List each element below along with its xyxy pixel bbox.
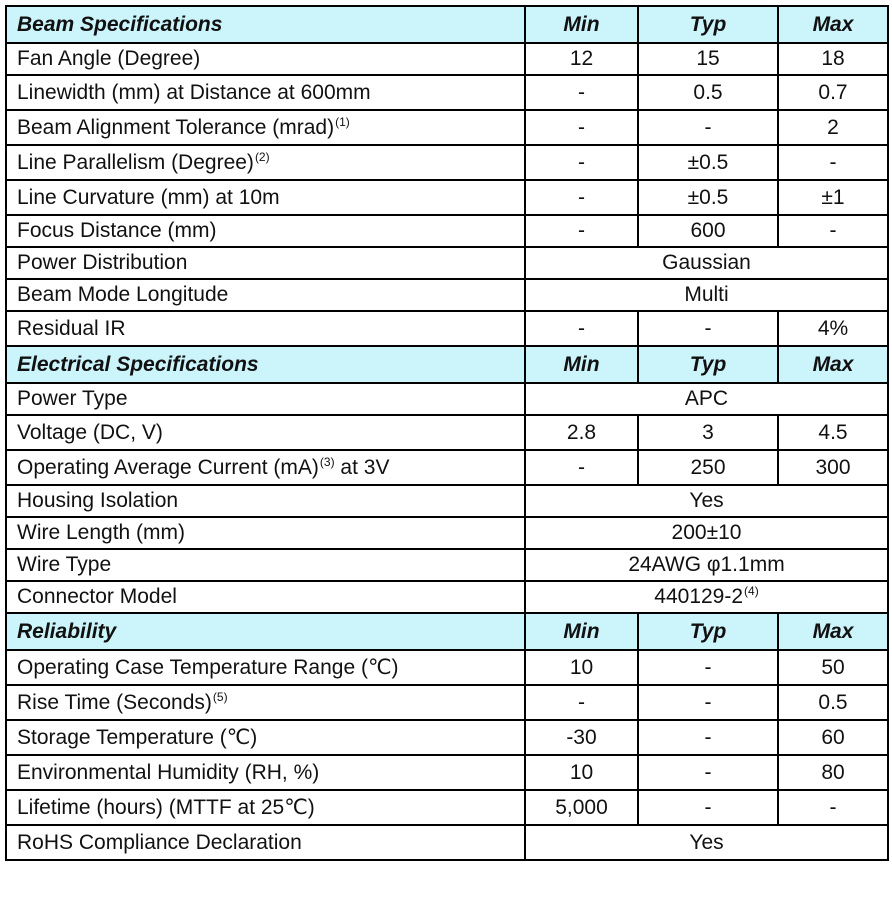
row-max (778, 790, 888, 825)
row-label-text: Linewidth (mm) at Distance at 600mm (17, 81, 371, 104)
row-label (6, 110, 525, 145)
row-typ-text: ±0.5 (687, 186, 729, 209)
row-value (525, 549, 888, 581)
row-label (6, 180, 525, 215)
column-header-typ (638, 346, 778, 383)
column-header-max-text: Max (812, 353, 854, 376)
row-label (6, 43, 525, 75)
row-typ-text: - (704, 656, 712, 679)
row-min-text: - (578, 691, 585, 714)
row-max-text: - (829, 151, 837, 174)
row-min (525, 180, 638, 215)
table-row (6, 581, 888, 613)
beam-section-header (6, 6, 888, 43)
row-min-text: - (578, 116, 585, 139)
column-header-typ-text: Typ (689, 13, 727, 36)
table-row (6, 517, 888, 549)
row-label-suffix: at 3V (334, 456, 390, 479)
row-max-text: 4.5 (818, 421, 848, 444)
row-max-text: 4% (817, 317, 849, 340)
row-min (525, 415, 638, 450)
column-header-max-text: Max (812, 13, 854, 36)
row-value (525, 517, 888, 549)
row-value-text: Multi (684, 283, 729, 306)
row-label (6, 279, 525, 311)
row-label-text: Voltage (DC, V) (17, 421, 163, 444)
row-label-text: Residual IR (17, 317, 126, 340)
table-row (6, 790, 888, 825)
table-row (6, 247, 888, 279)
table-row (6, 311, 888, 346)
row-max-text: 60 (821, 726, 845, 749)
row-value (525, 485, 888, 517)
row-min-text: - (578, 219, 585, 242)
row-label-text: Operating Case Temperature Range (℃) (17, 656, 399, 679)
table-row (6, 755, 888, 790)
row-label (6, 415, 525, 450)
footnote-marker: (1) (335, 115, 350, 129)
row-max (778, 110, 888, 145)
row-typ-text: - (704, 116, 712, 139)
column-header-min-text: Min (563, 13, 600, 36)
footnote-marker: (4) (744, 584, 759, 598)
row-typ-text: - (704, 761, 712, 784)
row-max-text: 18 (821, 47, 845, 70)
row-label-text: Focus Distance (mm) (17, 219, 217, 242)
row-label-text: Connector Model (17, 585, 177, 608)
row-max (778, 450, 888, 485)
table-row (6, 145, 888, 180)
row-value-text: 200±10 (671, 521, 742, 544)
row-max (778, 75, 888, 110)
row-typ (638, 790, 778, 825)
row-label-text: Storage Temperature (℃) (17, 726, 258, 749)
row-label-text: Rise Time (Seconds) (17, 691, 212, 714)
row-label (6, 215, 525, 247)
row-typ (638, 755, 778, 790)
row-typ-text: - (704, 726, 712, 749)
row-typ-text: - (704, 796, 712, 819)
table-row (6, 279, 888, 311)
row-min (525, 755, 638, 790)
row-typ (638, 311, 778, 346)
column-header-max (778, 613, 888, 650)
row-label (6, 685, 525, 720)
row-label (6, 549, 525, 581)
row-value (525, 825, 888, 860)
row-value (525, 279, 888, 311)
row-typ-text: ±0.5 (687, 151, 729, 174)
row-min (525, 450, 638, 485)
column-header-min (525, 613, 638, 650)
row-min (525, 311, 638, 346)
row-typ-text: - (704, 317, 712, 340)
table-row (6, 549, 888, 581)
row-min (525, 43, 638, 75)
row-label (6, 650, 525, 685)
row-label (6, 450, 525, 485)
table-row (6, 825, 888, 860)
row-max (778, 720, 888, 755)
row-max (778, 311, 888, 346)
row-typ (638, 75, 778, 110)
row-min (525, 110, 638, 145)
column-header-min-text: Min (563, 353, 600, 376)
table-row (6, 450, 888, 485)
row-label-text: Line Curvature (mm) at 10m (17, 186, 280, 209)
row-max-text: 80 (821, 761, 845, 784)
row-min-text: 2.8 (566, 421, 597, 444)
column-header-min (525, 346, 638, 383)
row-label (6, 247, 525, 279)
table-row (6, 685, 888, 720)
footnote-marker: (5) (212, 690, 228, 704)
row-label-text: Power Type (17, 387, 128, 410)
electrical-section-header (6, 346, 888, 383)
table-row (6, 43, 888, 75)
row-max-text: ±1 (821, 186, 845, 209)
row-value-text: APC (684, 387, 729, 410)
table-row (6, 215, 888, 247)
row-typ-text: 3 (702, 421, 714, 444)
row-label (6, 790, 525, 825)
column-header-min (525, 6, 638, 43)
row-label (6, 720, 525, 755)
row-max (778, 43, 888, 75)
row-label (6, 517, 525, 549)
column-header-max (778, 6, 888, 43)
column-header-typ-text: Typ (689, 620, 727, 643)
row-typ (638, 720, 778, 755)
row-label-text: RoHS Compliance Declaration (17, 831, 302, 854)
row-label (6, 581, 525, 613)
row-min (525, 145, 638, 180)
row-min (525, 790, 638, 825)
row-min (525, 650, 638, 685)
column-header-max-text: Max (812, 620, 854, 643)
column-header-typ-text: Typ (689, 353, 727, 376)
row-max (778, 215, 888, 247)
row-typ-text: 250 (690, 456, 726, 479)
section-title-text: Reliability (17, 620, 117, 643)
row-value (525, 247, 888, 279)
footnote-marker: (2) (254, 150, 270, 164)
row-max (778, 145, 888, 180)
row-max-text: 0.7 (818, 81, 848, 104)
row-max-text: 50 (821, 656, 845, 679)
table-row (6, 383, 888, 415)
row-label (6, 145, 525, 180)
row-max-text: 2 (827, 116, 839, 139)
table-row (6, 650, 888, 685)
row-min-text: 5,000 (555, 796, 608, 819)
section-title (6, 613, 525, 650)
section-title (6, 6, 525, 43)
row-max-text: - (829, 796, 837, 819)
section-title-text: Electrical Specifications (17, 353, 259, 376)
row-label (6, 75, 525, 110)
row-max (778, 415, 888, 450)
row-typ-text: - (704, 691, 712, 714)
table-row (6, 415, 888, 450)
row-max-text: 0.5 (818, 691, 848, 714)
row-label-text: Environmental Humidity (RH, %) (17, 761, 320, 784)
row-min (525, 685, 638, 720)
row-min-text: -30 (566, 726, 597, 749)
row-label (6, 825, 525, 860)
row-value-text: Yes (689, 831, 724, 854)
row-max (778, 650, 888, 685)
row-max (778, 180, 888, 215)
section-title-text: Beam Specifications (17, 13, 223, 36)
row-label-text: Line Parallelism (Degree) (17, 151, 254, 174)
row-min-text: - (578, 186, 585, 209)
row-typ (638, 180, 778, 215)
row-min-text: 12 (569, 47, 594, 70)
row-typ (638, 145, 778, 180)
row-min-text: - (578, 81, 585, 104)
row-label (6, 383, 525, 415)
row-typ (638, 415, 778, 450)
row-min (525, 215, 638, 247)
row-typ (638, 685, 778, 720)
row-value-text: Yes (689, 489, 724, 512)
row-min-text: - (578, 317, 585, 340)
reliability-section-header (6, 613, 888, 650)
table-row (6, 485, 888, 517)
row-typ (638, 215, 778, 247)
row-min-text: - (578, 456, 585, 479)
row-typ (638, 43, 778, 75)
row-label-text: Beam Mode Longitude (17, 283, 229, 306)
row-typ (638, 650, 778, 685)
row-max (778, 755, 888, 790)
row-value-text: 440129-2 (654, 585, 744, 608)
row-label-text: Wire Length (mm) (17, 521, 186, 544)
section-title (6, 346, 525, 383)
row-typ-text: 15 (696, 47, 720, 70)
row-label-text: Beam Alignment Tolerance (mrad) (17, 116, 335, 139)
row-label (6, 755, 525, 790)
column-header-typ (638, 613, 778, 650)
row-value (525, 581, 888, 613)
spec-table (5, 5, 889, 861)
row-label-text: Lifetime (hours) (MTTF at 25℃) (17, 796, 315, 819)
row-label-text: Operating Average Current (mA) (17, 456, 319, 479)
row-typ-text: 600 (690, 219, 726, 242)
row-label-text: Fan Angle (Degree) (17, 47, 201, 70)
column-header-max (778, 346, 888, 383)
row-label-text: Housing Isolation (17, 489, 179, 512)
table-row (6, 720, 888, 755)
row-value-text: Gaussian (662, 251, 751, 274)
row-label (6, 485, 525, 517)
row-max (778, 685, 888, 720)
row-typ (638, 450, 778, 485)
row-min (525, 720, 638, 755)
footnote-marker: (3) (319, 455, 335, 469)
row-label-text: Power Distribution (17, 251, 188, 274)
row-max-text: 300 (815, 456, 851, 479)
row-max-text: - (829, 219, 837, 242)
row-min-text: 10 (569, 761, 594, 784)
table-row (6, 75, 888, 110)
table-row (6, 180, 888, 215)
row-typ-text: 0.5 (693, 81, 723, 104)
row-min (525, 75, 638, 110)
row-value (525, 383, 888, 415)
row-typ (638, 110, 778, 145)
row-min-text: 10 (569, 656, 594, 679)
row-label (6, 311, 525, 346)
row-label-text: Wire Type (17, 553, 112, 576)
row-value-text: 24AWG φ1.1mm (628, 553, 785, 576)
column-header-min-text: Min (563, 620, 600, 643)
table-row (6, 110, 888, 145)
column-header-typ (638, 6, 778, 43)
row-min-text: - (578, 151, 585, 174)
